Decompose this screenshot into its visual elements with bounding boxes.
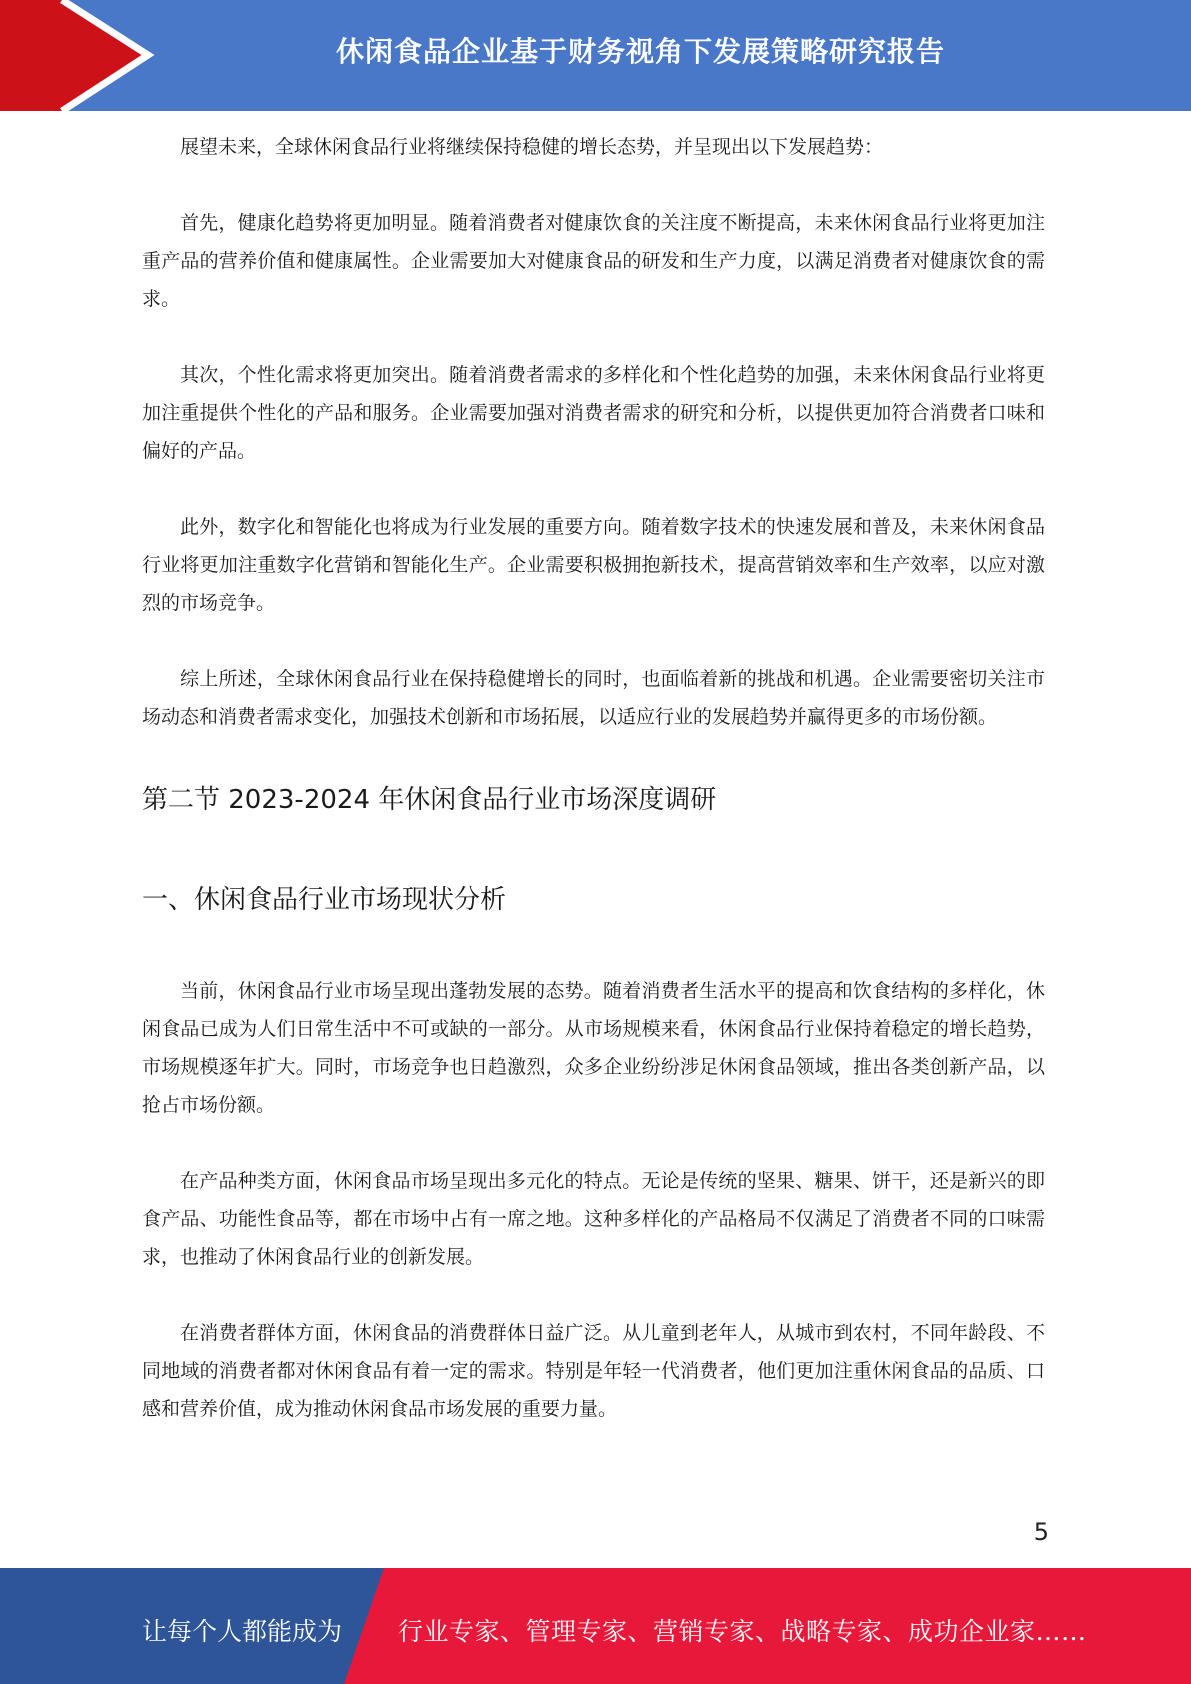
paragraph-health-trend: 首先，健康化趋势将更加明显。随着消费者对健康饮食的关注度不断提高，未来休闲食品行业将更加注重产品的营养价值和健康属性。企业需要加大对健康食品的研发和生产力度，以满足消费者对健康饮食的需求。	[142, 212, 1045, 310]
page-number: 5	[1033, 1518, 1049, 1546]
paragraph-summary: 综上所述，全球休闲食品行业在保持稳健增长的同时，也面临着新的挑战和机遇。企业需要密切关注市场动态和消费者需求变化，加强技术创新和市场拓展，以适应行业的发展趋势并赢得更多的市场份额。	[142, 668, 1045, 728]
page-header	[0, 0, 1191, 111]
footer-slogan-left: 让每个人都能成为	[142, 1617, 343, 1646]
paragraph-product-variety: 在产品种类方面，休闲食品市场呈现出多元化的特点。无论是传统的坚果、糖果、饼干，还是新兴的即食产品、功能性食品等，都在市场中占有一席之地。这种多样化的产品格局不仅满足了消费者不同的口味需求，也推动了休闲食品行业的创新发展。	[142, 1170, 1045, 1268]
paragraph-consumer-groups: 在消费者群体方面，休闲食品的消费群体日益广泛。从儿童到老年人，从城市到农村，不同年龄段、不同地域的消费者都对休闲食品有着一定的需求。特别是年轻一代消费者，他们更加注重休闲食品的品质、口感和营养价值，成为推动休闲食品市场发展的重要力量。	[142, 1322, 1045, 1420]
paragraph-outlook: 展望未来，全球休闲食品行业将继续保持稳健的增长态势，并呈现出以下发展趋势：	[180, 136, 884, 158]
paragraph-market-status: 当前，休闲食品行业市场呈现出蓬勃发展的态势。随着消费者生活水平的提高和饮食结构的多样化，休闲食品已成为人们日常生活中不可或缺的一部分。从市场规模来看，休闲食品行业保持着稳定的增长趋势，市场规模逐年扩大。同时，市场竞争也日趋激烈，众多企业纷纷涉足休闲食品领域，推出各类创新产品，以抢占市场份额。	[142, 980, 1045, 1116]
subsection-heading: 一、休闲食品行业市场现状分析	[142, 885, 507, 915]
page-body	[142, 128, 1045, 1466]
page-footer	[0, 1568, 1191, 1684]
footer-slogan-right: 行业专家、管理专家、营销专家、战略专家、成功企业家……	[398, 1617, 1087, 1646]
section-heading: 第二节 2023-2024 年休闲食品行业市场深度调研	[142, 785, 717, 815]
report-title: 休闲食品企业基于财务视角下发展策略研究报告	[335, 35, 945, 68]
paragraph-digital-trend: 此外，数字化和智能化也将成为行业发展的重要方向。随着数字技术的快速发展和普及，未来休闲食品行业将更加注重数字化营销和智能化生产。企业需要积极拥抱新技术，提高营销效率和生产效率，以应对激烈的市场竞争。	[142, 516, 1045, 614]
paragraph-personalization-trend: 其次，个性化需求将更加突出。随着消费者需求的多样化和个性化趋势的加强，未来休闲食品行业将更加注重提供个性化的产品和服务。企业需要加强对消费者需求的研究和分析，以提供更加符合消费者口味和偏好的产品。	[142, 364, 1045, 462]
